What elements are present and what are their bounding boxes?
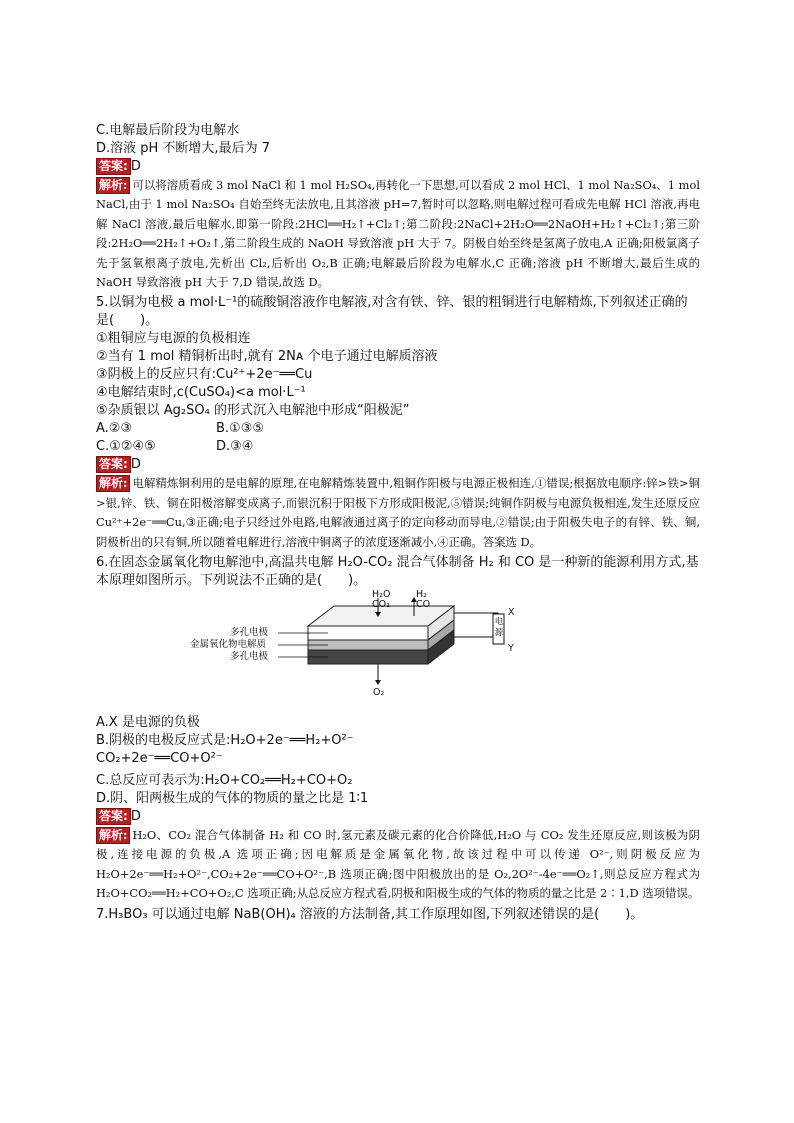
analysis-text: 电解精炼铜利用的是电解的原理,在电解精炼装置中,粗铜作阳极与电源正极相连,①错误;根据放电顺序:锌>铁>铜>银,锌、铁、铜在阳极溶解变成离子,而银沉积于阳极下方形成阳极泥,⑤错误;纯铜作阴极与电源负极相连,发生还原反应 Cu²⁺+2e⁻══Cu,③正确;电子只经过外电路,电解液通过离子的定向移动而导电,②错误;由于阳极失电子的有锌、铁、铜,阴极析出的只有铜,所以随着电解进行,溶液中铜离子的浓度逐渐减小,④正确。答案选 D。 — [96, 476, 700, 549]
o2-arrowhead — [375, 680, 381, 685]
analysis-tag: 解析: — [96, 177, 130, 194]
q6-answer — [96, 808, 700, 826]
q6-option-c: C.总反应可表示为:H₂O+CO₂══H₂+CO+O₂ — [96, 773, 353, 789]
q5-option-c: C.①②④⑤ — [96, 439, 156, 455]
cell-drawing — [268, 594, 538, 714]
q6-option-b-cont: CO₂+2e⁻══CO+O²⁻ — [96, 751, 223, 767]
power-source-label: 电源 — [494, 617, 504, 639]
analysis-text: 可以将溶质看成 3 mol NaCl 和 1 mol H₂SO₄,再转化一下思想,可以看成 2 mol HCl、1 mol Na₂SO₄、1 mol NaCl,由于 1 mol Na₂SO₄ 自始至终无法放电,且其溶液 pH=7,暂时可以忽略,则电解过程可看成先电解 HCl 溶液,再电解 NaCl 溶液,最后电解水,即第一阶段:2HCl══H₂↑+Cl₂↑;第二阶段:2NaCl+2H₂O══2NaOH+H₂↑+Cl₂↑;第三阶段:2H₂O══2H₂↑+O₂↑,第二阶段生成的 NaOH 导致溶液 pH 大于 7。阴极自始至终是氢离子放电,A 正确;阳极氯离子先于氢氧根离子放电,先析出 Cl₂,后析出 O₂,B 正确;电解最后阶段为电解水,C 正确;溶液 pH 不断增大,最后生成的 NaOH 导致溶液 pH 大于 7,D 错误,故选 D。 — [96, 178, 700, 290]
answer-tag: 答案: — [96, 456, 131, 473]
outlet-co-label: CO — [416, 599, 431, 611]
analysis-text: H₂O、CO₂ 混合气体制备 H₂ 和 CO 时,氢元素及碳元素的化合价降低,H₂O 与 CO₂ 发生还原反应,则该极为阴极,连接电源的负极,A 选项正确;因电解质是金属氧化物,故该过程中可以传递 O²⁻,则阴极反应为 H₂O+2e⁻══H₂+O²⁻,CO₂+2e⁻══CO+O²⁻,B 选项正确;图中阳极放出的是 O₂,2O²⁻-4e⁻══O₂↑,则总反应方程式为 H₂O+CO₂══H₂+CO+O₂,C 选项正确;从总反应方程式看,阴极和阳极生成的气体的物质的量之比是 2∶1,D 选项错误。 — [96, 828, 700, 901]
q5-options-row-1 — [96, 420, 700, 438]
label-porous-electrode-top: 多孔电极 — [230, 627, 269, 639]
electrolysis-cell-diagram — [190, 589, 538, 714]
q6-stem: 6.在固态金属氧化物电解池中,高温共电解 H₂O-CO₂ 混合气体制备 H₂ 和 CO 是一种新的能源利用方式,基本原理如图所示。下列说法不正确的是( )。 — [96, 555, 699, 589]
wire-x — [454, 613, 498, 620]
label-electrolyte: 金属氧化物电解质 — [190, 639, 267, 651]
label-porous-electrode-bottom: 多孔电极 — [230, 651, 269, 663]
terminal-x-label: X — [508, 607, 515, 619]
answer-value: D — [130, 159, 141, 174]
q5-option-b: B.①③⑤ — [216, 421, 265, 437]
answer-value: D — [130, 457, 141, 473]
answer-tag: 答案: — [96, 158, 131, 175]
analysis-tag: 解析: — [96, 475, 130, 492]
o2-label: O₂ — [373, 687, 385, 699]
q5-analysis — [96, 474, 700, 552]
outlet-h2-label: H₂ — [416, 589, 427, 601]
q7-stem: 7.H₃BO₃ 可以通过电解 NaB(OH)₄ 溶液的方法制备,其工作原理如图,下列叙述错误的是( )。 — [96, 906, 644, 922]
q4-analysis — [96, 176, 700, 292]
document-page — [96, 122, 700, 924]
answer-value: D — [130, 809, 141, 825]
q5-item-1: ①粗铜应与电源的负极相连 — [96, 331, 251, 347]
q5-stem: 5.以铜为电极 a mol·L⁻¹的硫酸铜溶液作电解液,对含有铁、锌、银的粗铜进行电解精炼,下列叙述正确的是( )。 — [96, 295, 688, 329]
q5-item-3: ③阴极上的反应只有:Cu²⁺+2e⁻══Cu — [96, 367, 313, 383]
q6-option-d: D.阴、阳两极生成的气体的物质的量之比是 1∶1 — [96, 791, 369, 807]
q4-option-d: D.溶液 pH 不断增大,最后为 7 — [96, 141, 270, 156]
q5-option-a: A.②③ — [96, 421, 133, 437]
answer-tag: 答案: — [96, 808, 131, 825]
q6-option-a: A.X 是电源的负极 — [96, 715, 200, 731]
q5-answer — [96, 456, 700, 474]
q5-options-row-2 — [96, 438, 700, 456]
q5-item-2: ②当有 1 mol 精铜析出时,就有 2Nᴀ 个电子通过电解质溶液 — [96, 349, 438, 365]
q5-option-d: D.③④ — [216, 439, 254, 455]
q5-item-4: ④电解结束时,c(CuSO₄)<a mol·L⁻¹ — [96, 385, 306, 401]
q4-answer — [96, 158, 700, 176]
inlet-h2o-label: H₂O — [372, 589, 391, 601]
q4-option-c: C.电解最后阶段为电解水 — [96, 123, 240, 138]
analysis-tag: 解析: — [96, 827, 130, 844]
q5-item-5: ⑤杂质银以 Ag₂SO₄ 的形式沉入电解池中形成“阳极泥” — [96, 403, 410, 419]
q6-analysis — [96, 826, 700, 904]
q6-option-b: B.阴极的电极反应式是:H₂O+2e⁻══H₂+O²⁻ — [96, 733, 354, 749]
inlet-co2-label: CO₂ — [372, 599, 390, 611]
terminal-y-label: Y — [508, 643, 514, 655]
wire-y — [454, 632, 498, 637]
